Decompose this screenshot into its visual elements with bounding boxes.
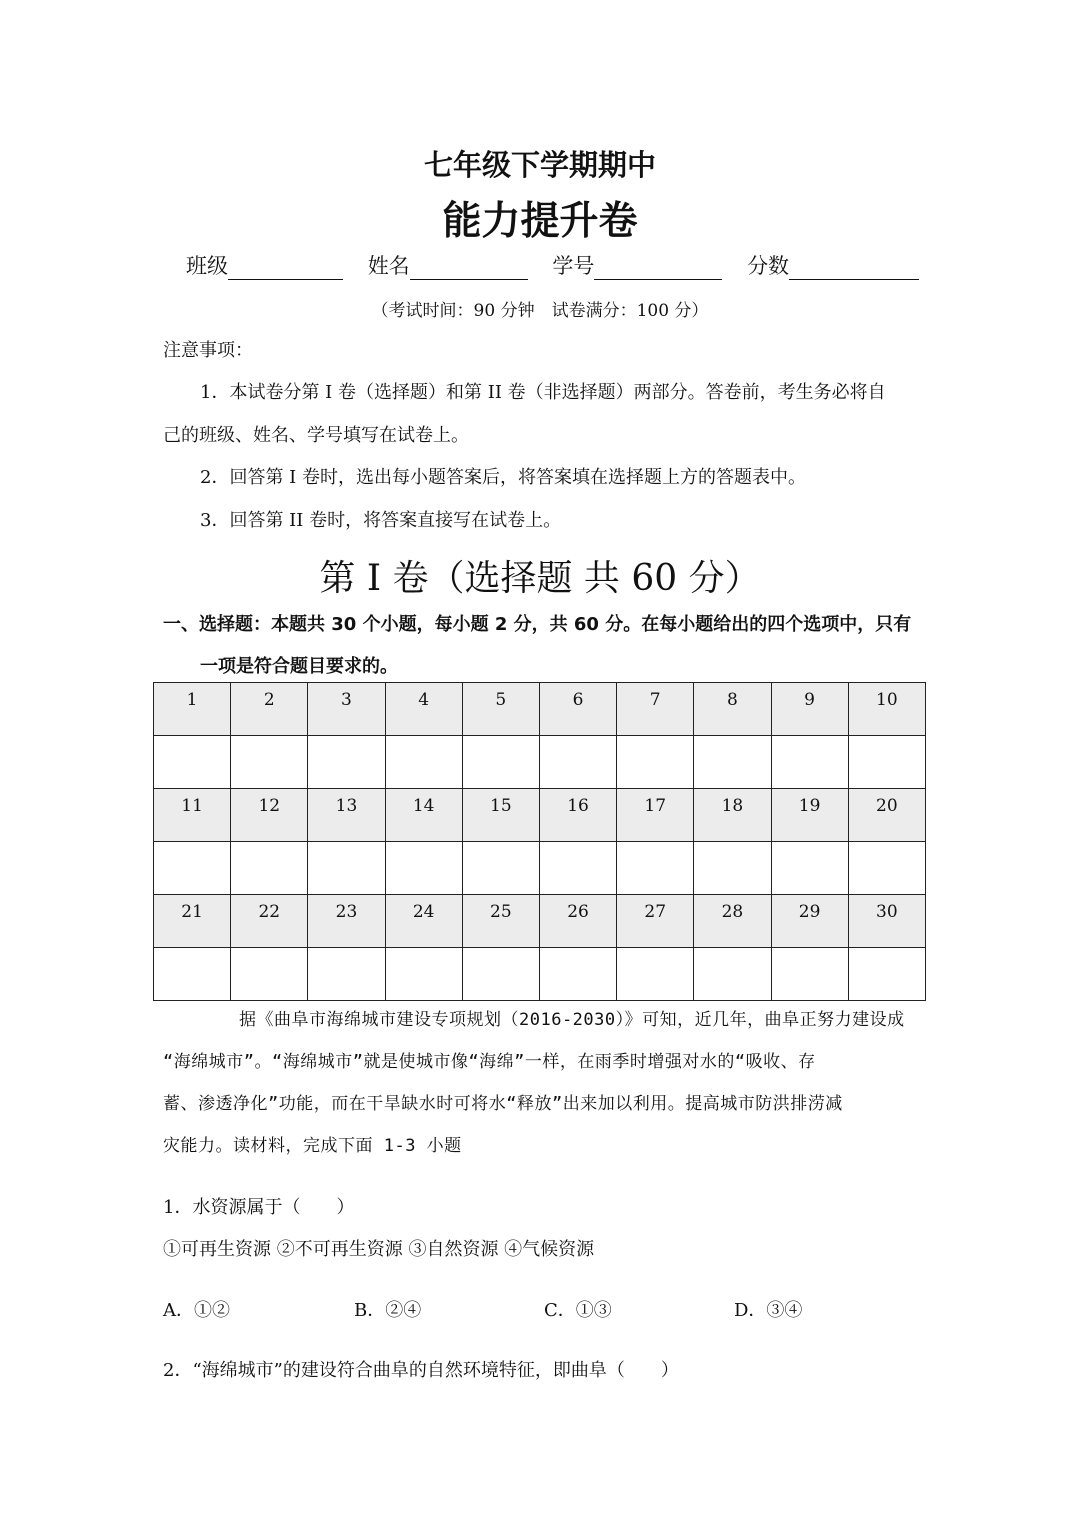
answer-blank-row	[154, 948, 926, 1001]
answer-cell[interactable]	[308, 736, 385, 789]
answer-cell[interactable]	[154, 736, 231, 789]
option-d[interactable]: D．③④	[734, 1300, 803, 1321]
answer-blank-row	[154, 842, 926, 895]
title-grade: 七年级下学期期中	[423, 148, 656, 182]
question-number-cell: 3	[308, 683, 385, 736]
student-id-label: 学号	[552, 254, 595, 278]
answer-table	[153, 682, 926, 1001]
answer-cell[interactable]	[694, 948, 771, 1001]
question-number-cell: 24	[385, 895, 462, 948]
material-line-1: 据《曲阜市海绵城市建设专项规划（2016-2030）》可知，近几年，曲阜正努力建设成	[239, 1010, 905, 1030]
question-number-cell: 6	[539, 683, 616, 736]
question-number-cell: 13	[308, 789, 385, 842]
answer-cell[interactable]	[617, 842, 694, 895]
question-1-stem: 1．水资源属于（ ）	[163, 1197, 355, 1218]
question-number-cell: 11	[154, 789, 231, 842]
section-instruction-a: 一、选择题：本题共 30 个小题，每小题 2 分，共 60 分。在每小题给出的四个选项中，只有	[163, 614, 912, 635]
answer-cell[interactable]	[308, 948, 385, 1001]
answer-cell[interactable]	[231, 736, 308, 789]
note-item-1a: 1．本试卷分第 I 卷（选择题）和第 II 卷（非选择题）两部分。答卷前，考生务必将自	[200, 382, 886, 403]
title-main: 能力提升卷	[442, 199, 638, 244]
question-number-cell: 22	[231, 895, 308, 948]
question-number-cell: 21	[154, 895, 231, 948]
answer-cell[interactable]	[308, 842, 385, 895]
answer-cell[interactable]	[231, 948, 308, 1001]
material-line-2: “海绵城市”。“海绵城市”就是使城市像“海绵”一样，在雨季时增强对水的“吸收、存	[163, 1052, 816, 1072]
question-number-cell: 1	[154, 683, 231, 736]
option-a[interactable]: A．①②	[163, 1300, 230, 1321]
answer-cell[interactable]	[771, 736, 848, 789]
question-number-cell: 17	[617, 789, 694, 842]
answer-cell[interactable]	[617, 736, 694, 789]
question-number-cell: 23	[308, 895, 385, 948]
question-number-cell: 27	[617, 895, 694, 948]
name-label: 姓名	[367, 254, 410, 278]
question-number-cell: 10	[848, 683, 925, 736]
note-item-1b: 己的班级、姓名、学号填写在试卷上。	[163, 425, 469, 446]
answer-cell[interactable]	[231, 842, 308, 895]
answer-cell[interactable]	[539, 842, 616, 895]
answer-number-row	[154, 895, 926, 948]
student-id-blank[interactable]	[594, 257, 722, 280]
option-b[interactable]: B．②④	[354, 1300, 422, 1321]
question-number-cell: 25	[462, 895, 539, 948]
note-item-2: 2．回答第 I 卷时，选出每小题答案后，将答案填在选择题上方的答题表中。	[200, 467, 807, 488]
answer-cell[interactable]	[617, 948, 694, 1001]
name-blank[interactable]	[410, 257, 528, 280]
question-number-cell: 15	[462, 789, 539, 842]
answer-cell[interactable]	[694, 736, 771, 789]
answer-cell[interactable]	[848, 842, 925, 895]
answer-cell[interactable]	[385, 736, 462, 789]
question-number-cell: 18	[694, 789, 771, 842]
question-number-cell: 26	[539, 895, 616, 948]
question-number-cell: 16	[539, 789, 616, 842]
answer-cell[interactable]	[385, 842, 462, 895]
question-2-stem: 2．“海绵城市”的建设符合曲阜的自然环境特征，即曲阜（ ）	[163, 1360, 679, 1381]
question-number-cell: 28	[694, 895, 771, 948]
question-number-cell: 29	[771, 895, 848, 948]
question-number-cell: 30	[848, 895, 925, 948]
answer-cell[interactable]	[771, 842, 848, 895]
answer-cell[interactable]	[694, 842, 771, 895]
answer-cell[interactable]	[771, 948, 848, 1001]
answer-cell[interactable]	[848, 948, 925, 1001]
question-number-cell: 7	[617, 683, 694, 736]
answer-cell[interactable]	[539, 736, 616, 789]
question-number-cell: 9	[771, 683, 848, 736]
answer-number-row	[154, 683, 926, 736]
class-label: 班级	[186, 254, 228, 278]
material-line-4: 灾能力。读材料，完成下面 1-3 小题	[163, 1136, 462, 1156]
exam-info: （考试时间：90 分钟 试卷满分：100 分）	[371, 301, 709, 321]
option-c[interactable]: C．①③	[544, 1300, 612, 1321]
question-1-items: ①可再生资源 ②不可再生资源 ③自然资源 ④气候资源	[163, 1239, 595, 1260]
student-info-row	[186, 250, 919, 280]
question-number-cell: 5	[462, 683, 539, 736]
question-number-cell: 8	[694, 683, 771, 736]
answer-blank-row	[154, 736, 926, 789]
class-blank[interactable]	[228, 257, 343, 280]
question-number-cell: 2	[231, 683, 308, 736]
section-title: 第 I 卷（选择题 共 60 分）	[319, 558, 761, 599]
score-label: 分数	[747, 254, 790, 278]
answer-cell[interactable]	[462, 842, 539, 895]
answer-cell[interactable]	[462, 736, 539, 789]
notes-heading: 注意事项：	[163, 340, 253, 361]
note-item-3: 3．回答第 II 卷时，将答案直接写在试卷上。	[200, 510, 562, 531]
answer-cell[interactable]	[539, 948, 616, 1001]
material-line-3: 蓄、渗透净化”功能，而在干旱缺水时可将水“释放”出来加以利用。提高城市防洪排涝减	[163, 1094, 843, 1114]
answer-cell[interactable]	[385, 948, 462, 1001]
answer-cell[interactable]	[848, 736, 925, 789]
answer-cell[interactable]	[154, 948, 231, 1001]
question-number-cell: 4	[385, 683, 462, 736]
question-number-cell: 20	[848, 789, 925, 842]
question-number-cell: 12	[231, 789, 308, 842]
answer-number-row	[154, 789, 926, 842]
score-blank[interactable]	[789, 257, 919, 280]
section-instruction-b: 一项是符合题目要求的。	[200, 656, 398, 677]
answer-cell[interactable]	[154, 842, 231, 895]
answer-cell[interactable]	[462, 948, 539, 1001]
question-number-cell: 19	[771, 789, 848, 842]
question-number-cell: 14	[385, 789, 462, 842]
